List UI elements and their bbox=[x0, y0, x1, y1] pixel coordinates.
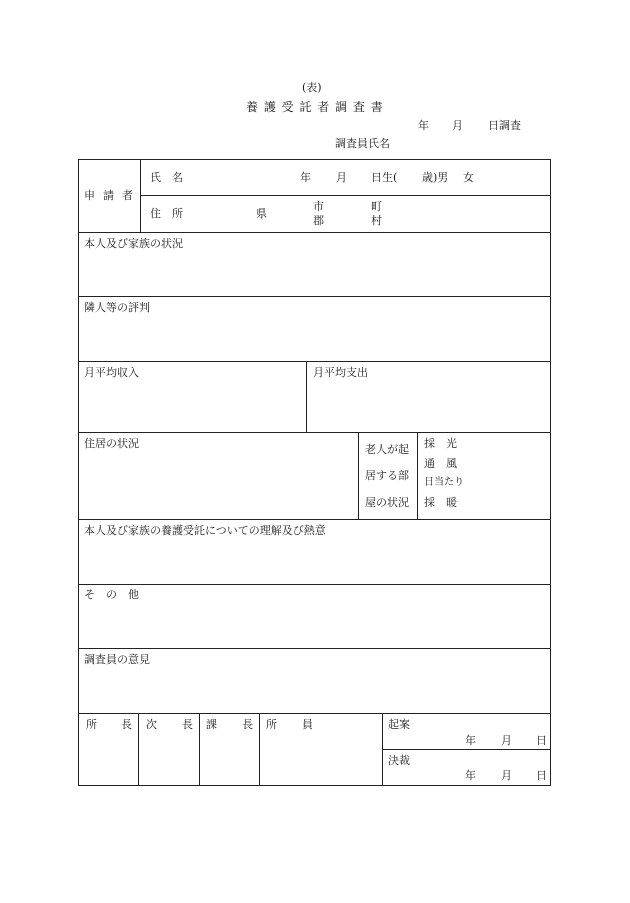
director-label-2: 長 bbox=[121, 718, 132, 731]
draft-label: 起案 bbox=[388, 718, 410, 731]
divider bbox=[78, 361, 551, 362]
divider bbox=[382, 749, 551, 750]
divider bbox=[138, 713, 139, 786]
town-label: 町 bbox=[371, 200, 382, 213]
decision-month: 月 bbox=[501, 769, 512, 782]
investigator-name-label: 調査員氏名 bbox=[335, 137, 390, 150]
survey-year: 年 bbox=[418, 119, 429, 132]
room-label-line2: 居する部 bbox=[365, 469, 409, 482]
family-status-label: 本人及び家族の状況 bbox=[84, 237, 183, 250]
ventilation-label: 通 風 bbox=[424, 457, 457, 470]
decision-label: 決裁 bbox=[388, 754, 410, 767]
sunlight-label: 日当たり bbox=[424, 477, 464, 488]
decision-day: 日 bbox=[536, 769, 547, 782]
draft-day: 日 bbox=[536, 734, 547, 747]
birth-year: 年 bbox=[300, 171, 311, 184]
lighting-label: 採 光 bbox=[424, 437, 457, 450]
applicant-label: 申 請 者 bbox=[84, 189, 133, 202]
name-label: 氏 名 bbox=[150, 171, 183, 184]
divider bbox=[78, 648, 551, 649]
survey-day: 日調査 bbox=[488, 119, 521, 132]
divider bbox=[259, 713, 260, 786]
divider bbox=[417, 432, 418, 519]
prefecture-label: 県 bbox=[256, 207, 267, 220]
other-label: そ の 他 bbox=[84, 588, 139, 601]
divider bbox=[199, 713, 200, 786]
section-chief-label-2: 長 bbox=[242, 718, 253, 731]
director-label-1: 所 bbox=[86, 718, 97, 731]
village-label: 村 bbox=[371, 214, 382, 227]
room-label-line1: 老人が起 bbox=[365, 443, 409, 456]
room-label-line3: 屋の状況 bbox=[365, 496, 409, 509]
city-label: 市 bbox=[313, 200, 324, 213]
neighbor-reputation-label: 隣人等の評判 bbox=[84, 301, 150, 314]
divider bbox=[382, 713, 383, 786]
birth-day: 日生( bbox=[371, 171, 398, 184]
address-label: 住 所 bbox=[150, 207, 183, 220]
female-label: 女 bbox=[463, 171, 474, 184]
birth-month: 月 bbox=[336, 171, 347, 184]
staff-label-2: 員 bbox=[302, 718, 313, 731]
monthly-income-label: 月平均収入 bbox=[84, 366, 139, 379]
gun-label: 郡 bbox=[313, 214, 324, 227]
investigator-opinion-label: 調査員の意見 bbox=[84, 653, 150, 666]
divider bbox=[78, 296, 551, 297]
deputy-label-1: 次 bbox=[146, 718, 157, 731]
divider bbox=[78, 713, 551, 714]
divider bbox=[306, 361, 307, 432]
omote-label: (表) bbox=[302, 81, 322, 94]
divider bbox=[140, 195, 551, 196]
decision-year: 年 bbox=[465, 769, 476, 782]
deputy-label-2: 長 bbox=[182, 718, 193, 731]
section-chief-label-1: 課 bbox=[206, 718, 217, 731]
divider bbox=[78, 432, 551, 433]
survey-month: 月 bbox=[452, 119, 463, 132]
draft-year: 年 bbox=[465, 734, 476, 747]
divider bbox=[358, 432, 359, 519]
understanding-label: 本人及び家族の養護受託についての理解及び熱意 bbox=[84, 524, 326, 537]
document-title: 養 護 受 託 者 調 査 書 bbox=[246, 100, 384, 114]
heating-label: 採 暖 bbox=[424, 496, 457, 509]
staff-label-1: 所 bbox=[266, 718, 277, 731]
divider bbox=[78, 519, 551, 520]
age-male: 歳)男 bbox=[422, 171, 449, 184]
divider bbox=[78, 232, 551, 233]
monthly-expense-label: 月平均支出 bbox=[313, 366, 368, 379]
survey-form bbox=[78, 159, 551, 786]
draft-month: 月 bbox=[501, 734, 512, 747]
housing-status-label: 住居の状況 bbox=[84, 437, 139, 450]
divider bbox=[78, 584, 551, 585]
